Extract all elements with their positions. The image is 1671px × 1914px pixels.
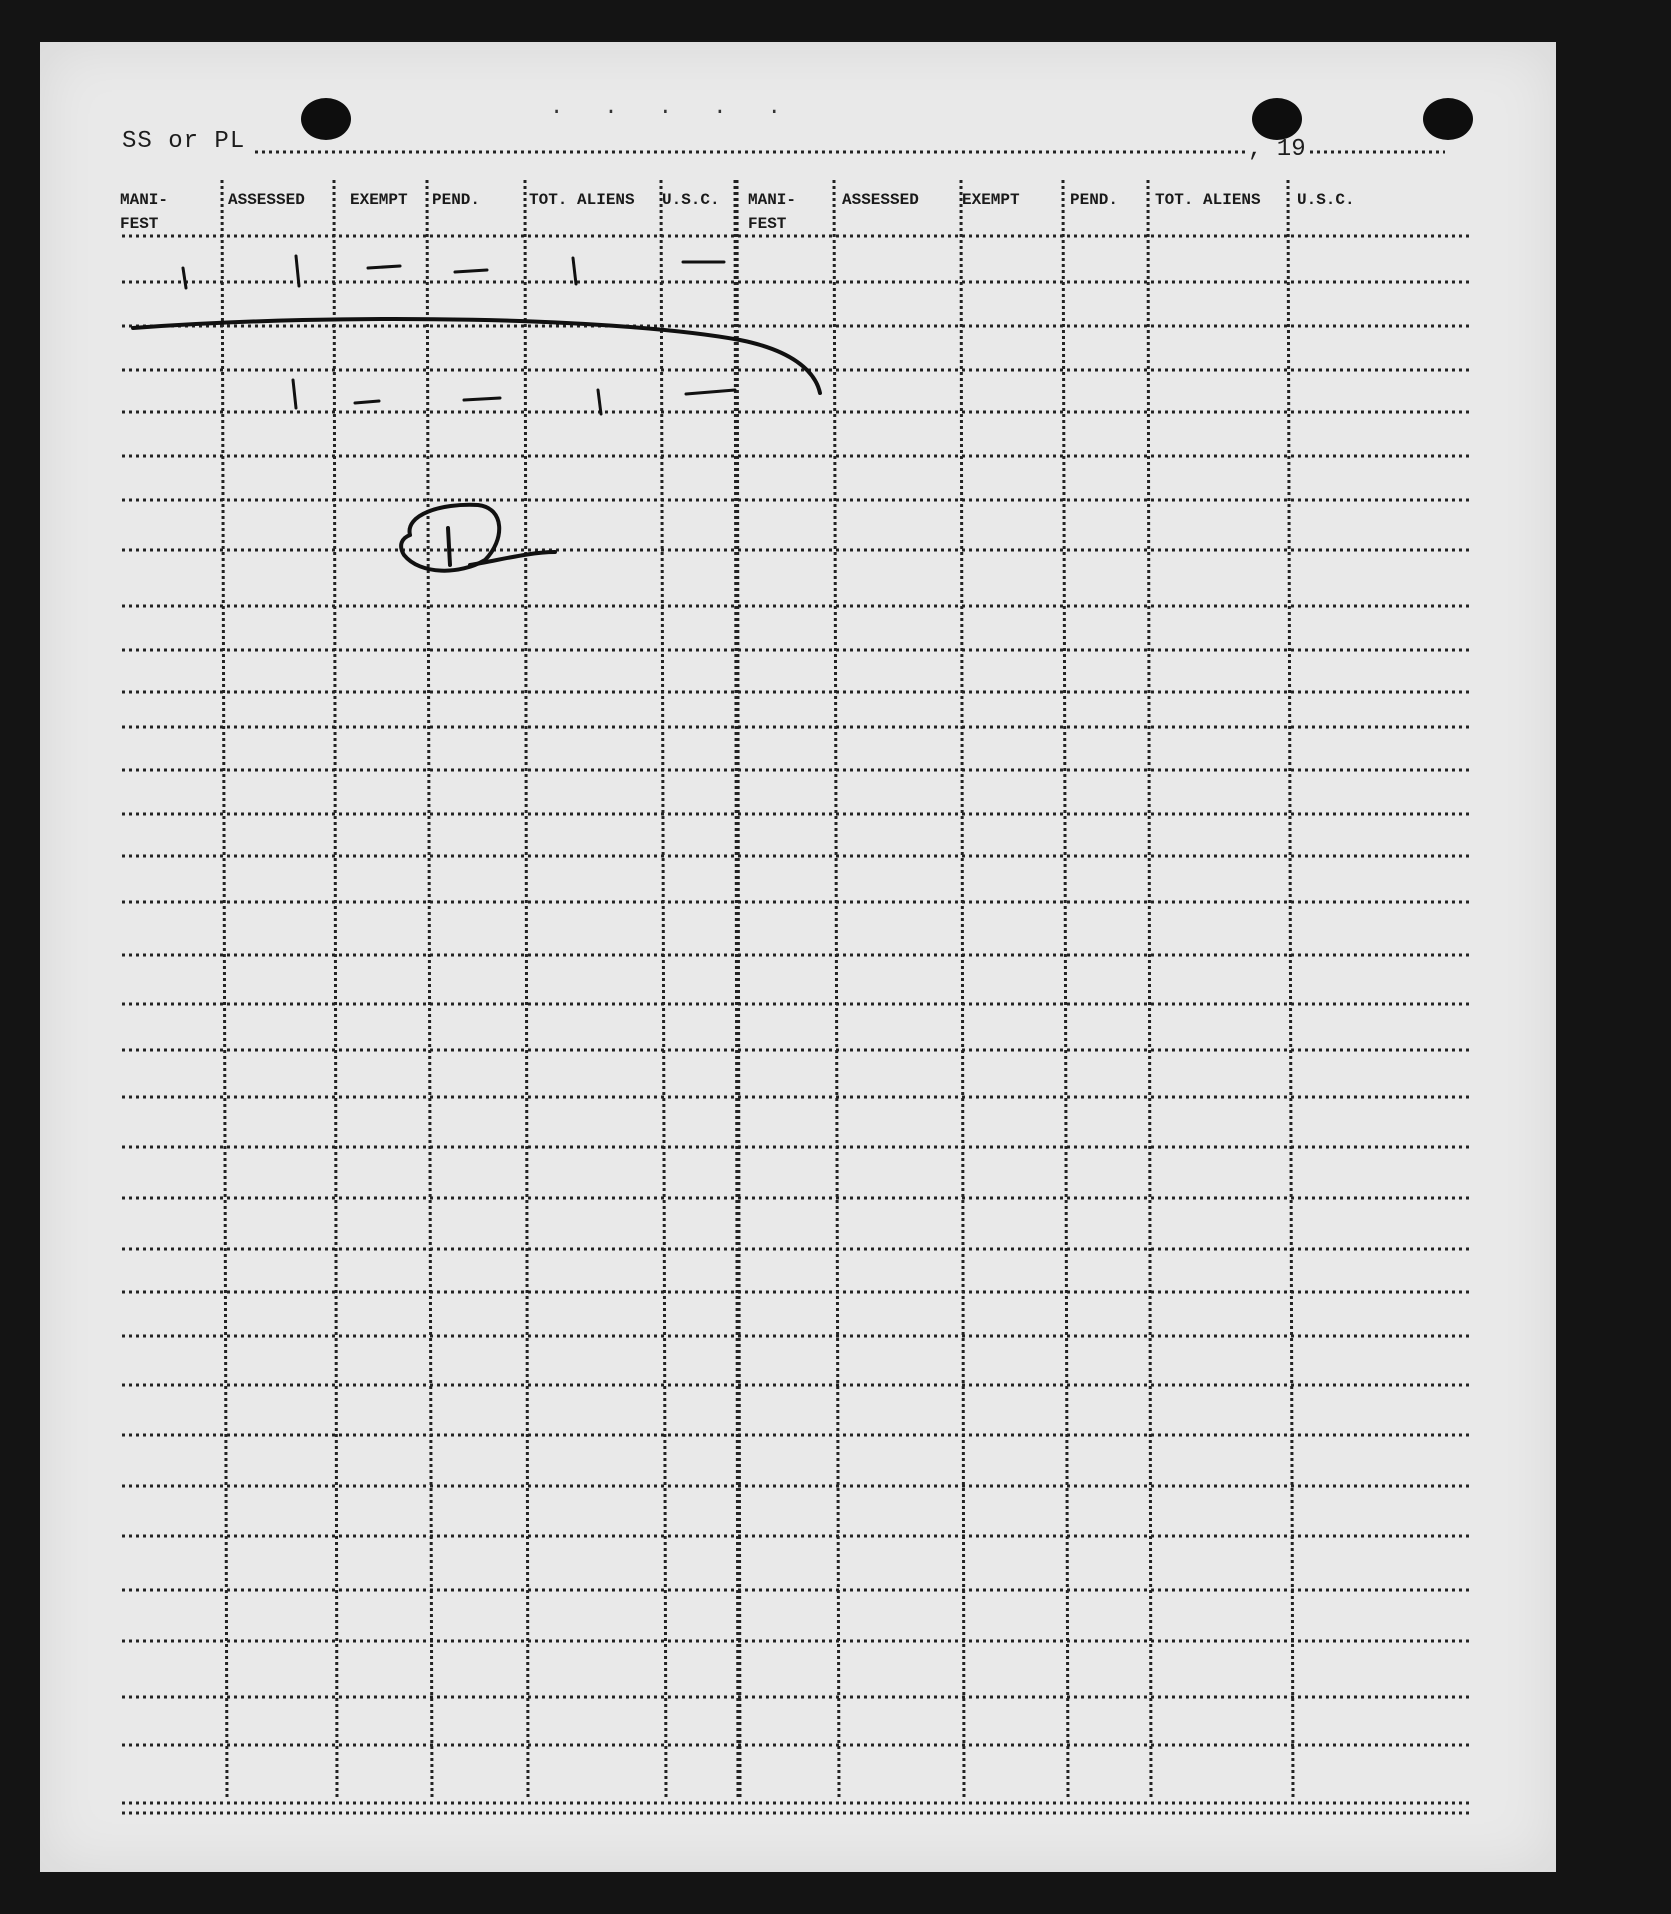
column-line	[334, 180, 337, 1800]
col-header-assessed-2: ASSESSED	[842, 191, 919, 209]
column-line	[1288, 180, 1293, 1800]
circled-total-mark	[401, 505, 555, 571]
column-line	[834, 180, 839, 1800]
col-header-tot-aliens-2: TOT. ALIENS	[1155, 191, 1261, 209]
col-header-manifest-2: MANI- FEST	[748, 191, 797, 233]
ship-line-label: SS or PL	[122, 128, 246, 155]
col-header-usc-1: U.S.C.	[662, 191, 720, 209]
column-line	[222, 180, 227, 1800]
column-line	[427, 180, 432, 1800]
col-header-manifest-1: MANI- FEST	[120, 191, 169, 233]
col-header-usc-2: U.S.C.	[1297, 191, 1355, 209]
column-line	[1063, 180, 1068, 1800]
handwritten-strike-curve	[133, 319, 820, 393]
stray-marks: . . . . .	[550, 95, 795, 120]
column-line	[525, 180, 528, 1800]
col-header-assessed-1: ASSESSED	[228, 191, 305, 209]
col-header-pend-1: PEND.	[432, 191, 481, 209]
column-line	[736, 180, 739, 1800]
column-line	[1148, 180, 1151, 1800]
col-header-tot-aliens-1: TOT. ALIENS	[529, 191, 635, 209]
col-header-pend-2: PEND.	[1070, 191, 1119, 209]
col-header-exempt-2: EXEMPT	[962, 191, 1020, 209]
year-label: , 19	[1248, 136, 1306, 163]
column-line	[661, 180, 666, 1800]
column-line	[961, 180, 964, 1800]
handwritten-row-2	[293, 380, 735, 414]
col-header-exempt-1: EXEMPT	[350, 191, 408, 209]
